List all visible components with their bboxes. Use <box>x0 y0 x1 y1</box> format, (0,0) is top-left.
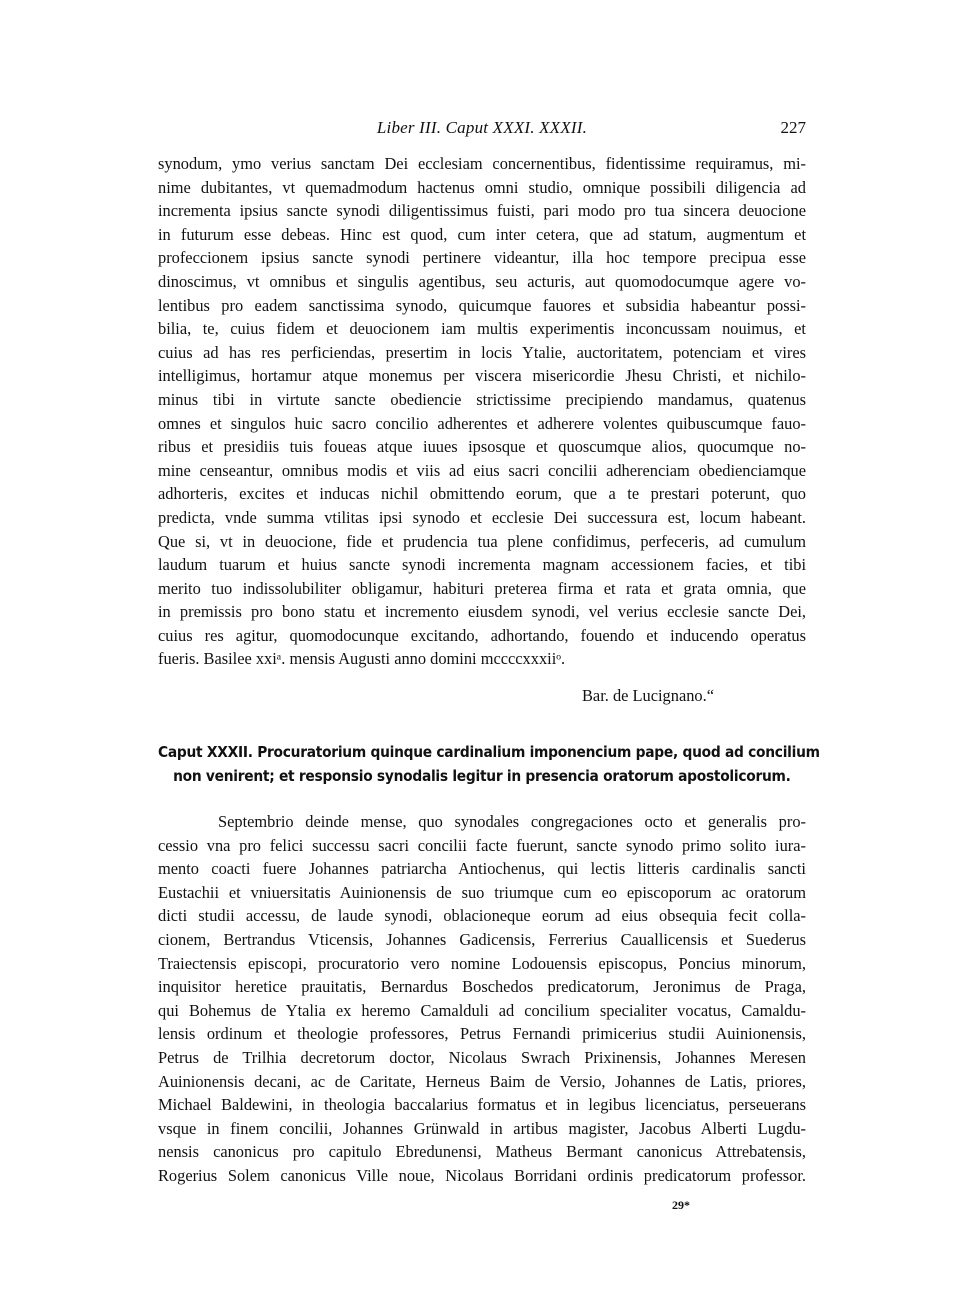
chapter-text <box>158 810 806 1188</box>
text-line: adhorteris, excites et inducas nichil obmittendo eorum, que a te prestari poterunt, quo <box>158 484 806 504</box>
text-line: cionem, Bertrandus Vticensis, Johannes Gadicensis, Ferrerius Cauallicensis et Suederus <box>158 929 806 949</box>
text-line: Michael Baldewini, in theologia baccalarius formatus et in legibus licenciatus, perseuerans <box>158 1095 806 1115</box>
text-line: qui Bohemus de Ytalia ex heremo Camalduli ad concilium specialiter vocatus, Camaldu- <box>158 1000 806 1020</box>
text-line: Petrus de Trilhia decretorum doctor, Nicolaus Swrach Prixinensis, Johannes Meresen <box>158 1047 806 1067</box>
text-line: incrementa ipsius sancte synodi diligentissimus fuisti, pari modo pro tua sincera deuocione <box>158 201 806 221</box>
text-line: mine censeantur, omnibus modis et viis ad eius sacri concilii adherenciam obedienciamque <box>158 460 806 480</box>
text-line: merito tuo indissolubiliter obligamur, habituri preterea firma et rata et grata omnia, que <box>158 578 806 598</box>
text-line: mento coacti fuere Johannes patriarcha Antiochenus, qui lectis litteris cardinalis sancti <box>158 859 806 879</box>
text-line: dicti studii accessu, de laude synodi, oblacioneque eorum ad eius obsequia fecit colla- <box>158 906 806 926</box>
running-title: Liber III. Caput XXXI. XXXII. <box>376 118 588 137</box>
text-line: Traiectensis episcopi, procuratorio vero nomine Lodouensis episcopus, Poncius minorum, <box>158 953 806 973</box>
text-line: predicta, vnde summa vtilitas ipsi synodo et ecclesie Dei successura est, locum habeant. <box>158 507 806 527</box>
text-line: omnes et singulos huic sacro concilio adherentes et adherere volentes quibuscumque fauo- <box>158 413 806 433</box>
text-line: lensis ordinum et theologie professores, Petrus Fernandi primicerius studii Auinionensis, <box>158 1024 806 1044</box>
chapter-heading-line: non venirent; et responsio synodalis legitur in presencia oratorum apostolicorum. <box>173 767 791 785</box>
text-line: inquisitor heretice prauitatis, Bernardus Boschedos predicatorum, Jeronimus de Praga, <box>158 977 806 997</box>
signature: Bar. de Lucignano.“ <box>582 686 714 705</box>
chapter-heading-line: Caput XXXII. Procuratorium quinque cardinalium imponencium pape, quod ad concilium <box>158 743 820 761</box>
text-line: bilia, te, cuius fidem et deuocionem iam multis experimentis inconcussam nouimus, et <box>158 319 806 339</box>
text-line: Septembrio deinde mense, quo synodales congregaciones octo et generalis pro- <box>218 812 806 831</box>
page-number: 227 <box>780 118 806 137</box>
text-line: nime dubitantes, vt quemadmodum hactenus omni studio, omnique possibili diligencia ad <box>158 177 806 197</box>
folio-signature: 29* <box>672 1198 690 1212</box>
text-line: cuius res agitur, quomodocunque excitando, adhortando, fouendo et inducendo operatus <box>158 625 806 645</box>
running-header <box>158 118 806 144</box>
text-line: intelligimus, hortamur atque monemus per viscera misericordie Jhesu Christi, et nichilo- <box>158 366 806 386</box>
chapter-heading <box>158 740 820 788</box>
text-line: Rogerius Solem canonicus Ville noue, Nicolaus Borridani ordinis predicatorum professor. <box>158 1165 806 1185</box>
text-line: minus tibi in virtute sancte obediencie strictissime precipiendo mandamus, quatenus <box>158 389 806 409</box>
text-line: cuius ad has res perficiendas, presertim in locis Ytalie, auctoritatem, potenciam et vires <box>158 342 806 362</box>
text-line: vsque in finem concilii, Johannes Grünwald in artibus magister, Jacobus Alberti Lugdu- <box>158 1118 806 1138</box>
text-line: lentibus pro eadem sanctissima synodo, quicumque fauores et subsidia habeantur possi- <box>158 295 806 315</box>
letter-text <box>158 152 806 671</box>
text-line: fueris. Basilee xxiᵃ. mensis Augusti anno domini mccccxxxiiᵒ. <box>158 649 566 669</box>
text-line: laudum tuarum et huius sancte synodi incrementa magnam accessionem facies, et tibi <box>158 555 806 575</box>
text-line: dinoscimus, vt omnibus et singulis agentibus, seu acturis, aut quomodocumque agere vo- <box>158 271 806 291</box>
text-line: Eustachii et vniuersitatis Auinionensis de suo triumque cum eo episcoporum ac oratorum <box>158 882 806 902</box>
text-line: in futurum esse debeas. Hinc est quod, cum inter cetera, que ad statum, augmentum et <box>158 224 806 244</box>
text-line: nensis canonicus pro capitulo Ebredunensi, Matheus Bermant canonicus Attrebatensis, <box>158 1142 806 1162</box>
text-line: Auinionensis decani, ac de Caritate, Herneus Baim de Versio, Johannes de Latis, priores, <box>158 1071 806 1091</box>
text-line: Que si, vt in deuocione, fide et prudencia tua plene confidimus, perfeceris, ad cumulum <box>158 531 806 551</box>
text-line: cessio vna pro felici successu sacri concilii facte fuerunt, sancte synodo primo solito iura- <box>158 835 806 855</box>
text-line: synodum, ymo verius sanctam Dei ecclesiam concernentibus, fidentissime requiramus, mi- <box>158 154 806 173</box>
text-line: profeccionem ipsius sancte synodi pertinere videantur, illa hoc tempore precipua esse <box>158 248 806 268</box>
text-line: in premissis pro bono statu et incremento eiusdem synodi, vel verius ecclesie sancte Dei, <box>158 602 806 622</box>
text-line: ribus et presidiis tuis foueas atque iuues ipsosque et quoscumque alios, quocumque no- <box>158 437 806 457</box>
